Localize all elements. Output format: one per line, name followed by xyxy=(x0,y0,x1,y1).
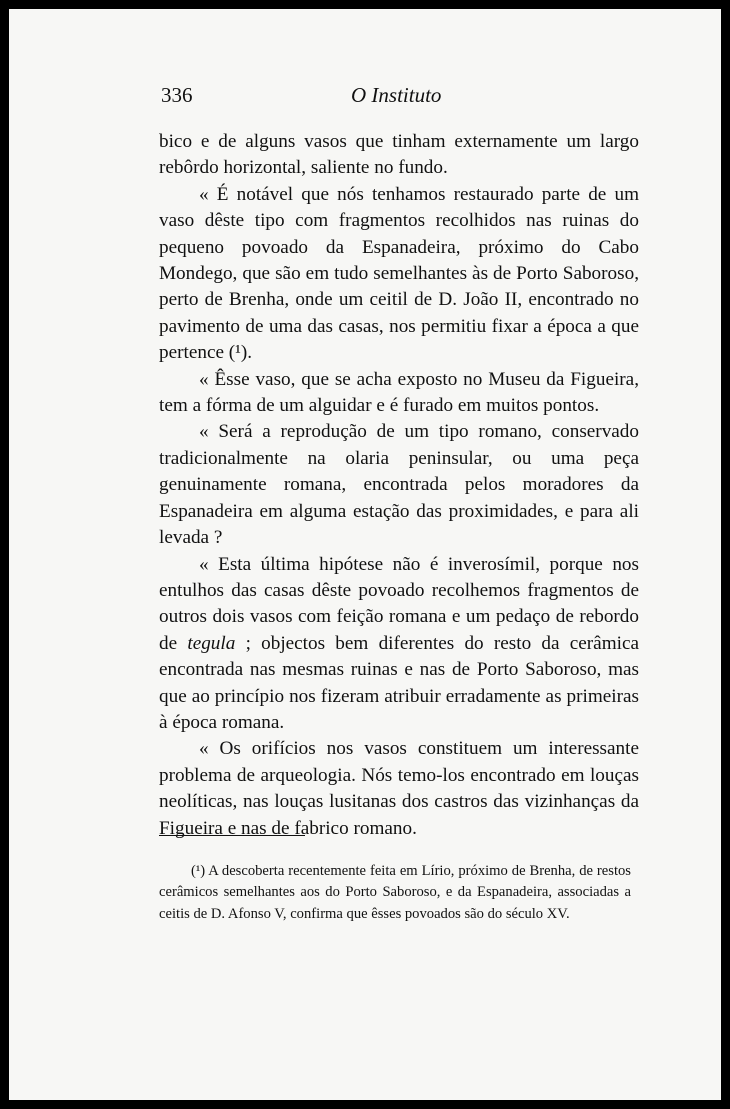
book-page xyxy=(9,9,721,1100)
footnote: (¹) A descoberta recentemente feita em Lírio, próximo de Brenha, de restos cerâmicos semelhantes aos do Porto Saboroso, e da Espanadeira, associadas a ceitis de D. Afonso V, confirma que êsses povoados são do século XV. xyxy=(159,863,631,922)
paragraph: « Os orifícios nos vasos constituem um interessante problema de arqueologia. Nós temo-los encontrado em louças neolíticas, nas louças lusitanas dos castros das vizinhanças da Figueira e nas de fabrico romano. xyxy=(159,738,639,839)
paragraph: bico e de alguns vasos que tinham externamente um largo rebôrdo horizontal, saliente no fundo. xyxy=(159,131,639,179)
body-text xyxy=(159,129,639,842)
paragraph: « Esta última hipótese não é inverosímil, porque nos entulhos das casas dêste povoado recolhemos fragmentos de outros dois vasos com feição romana e um pedaço de rebordo de tegula ; objectos bem diferentes do resto da cerâmica encontrada nas mesmas ruinas e nas de Porto Saboroso, mas que ao princípio nos fizeram atribuir erradamente as primeiras à época romana. xyxy=(159,553,639,733)
paragraph: « Êsse vaso, que se acha exposto no Museu da Figueira, tem a fórma de um alguidar e é furado em muitos pontos. xyxy=(159,368,639,417)
italic-term: tegula xyxy=(187,632,236,654)
paragraph: « Será a reprodução de um tipo romano, conservado tradicionalmente na olaria peninsular, ou uma peça genuinamente romana, encontrada pelos moradores da Espanadeira em alguma estação das proximidades, e para ali levada ? xyxy=(159,421,639,549)
footnote-divider xyxy=(159,835,305,836)
paragraph: « É notável que nós tenhamos restaurado parte de um vaso dêste tipo com fragmentos recolhidos nas ruinas do pequeno povoado da Espanadeira, próximo do Cabo Mondego, que são em tudo semelhantes às de Porto Saboroso, perto de Brenha, onde um ceitil de D. João II, encontrado no pavimento de uma das casas, nos permitiu fixar a época a que pertence (¹). xyxy=(159,183,639,364)
page-number: 336 xyxy=(161,83,193,107)
running-title: O Instituto xyxy=(351,83,442,107)
page-header xyxy=(161,83,661,111)
